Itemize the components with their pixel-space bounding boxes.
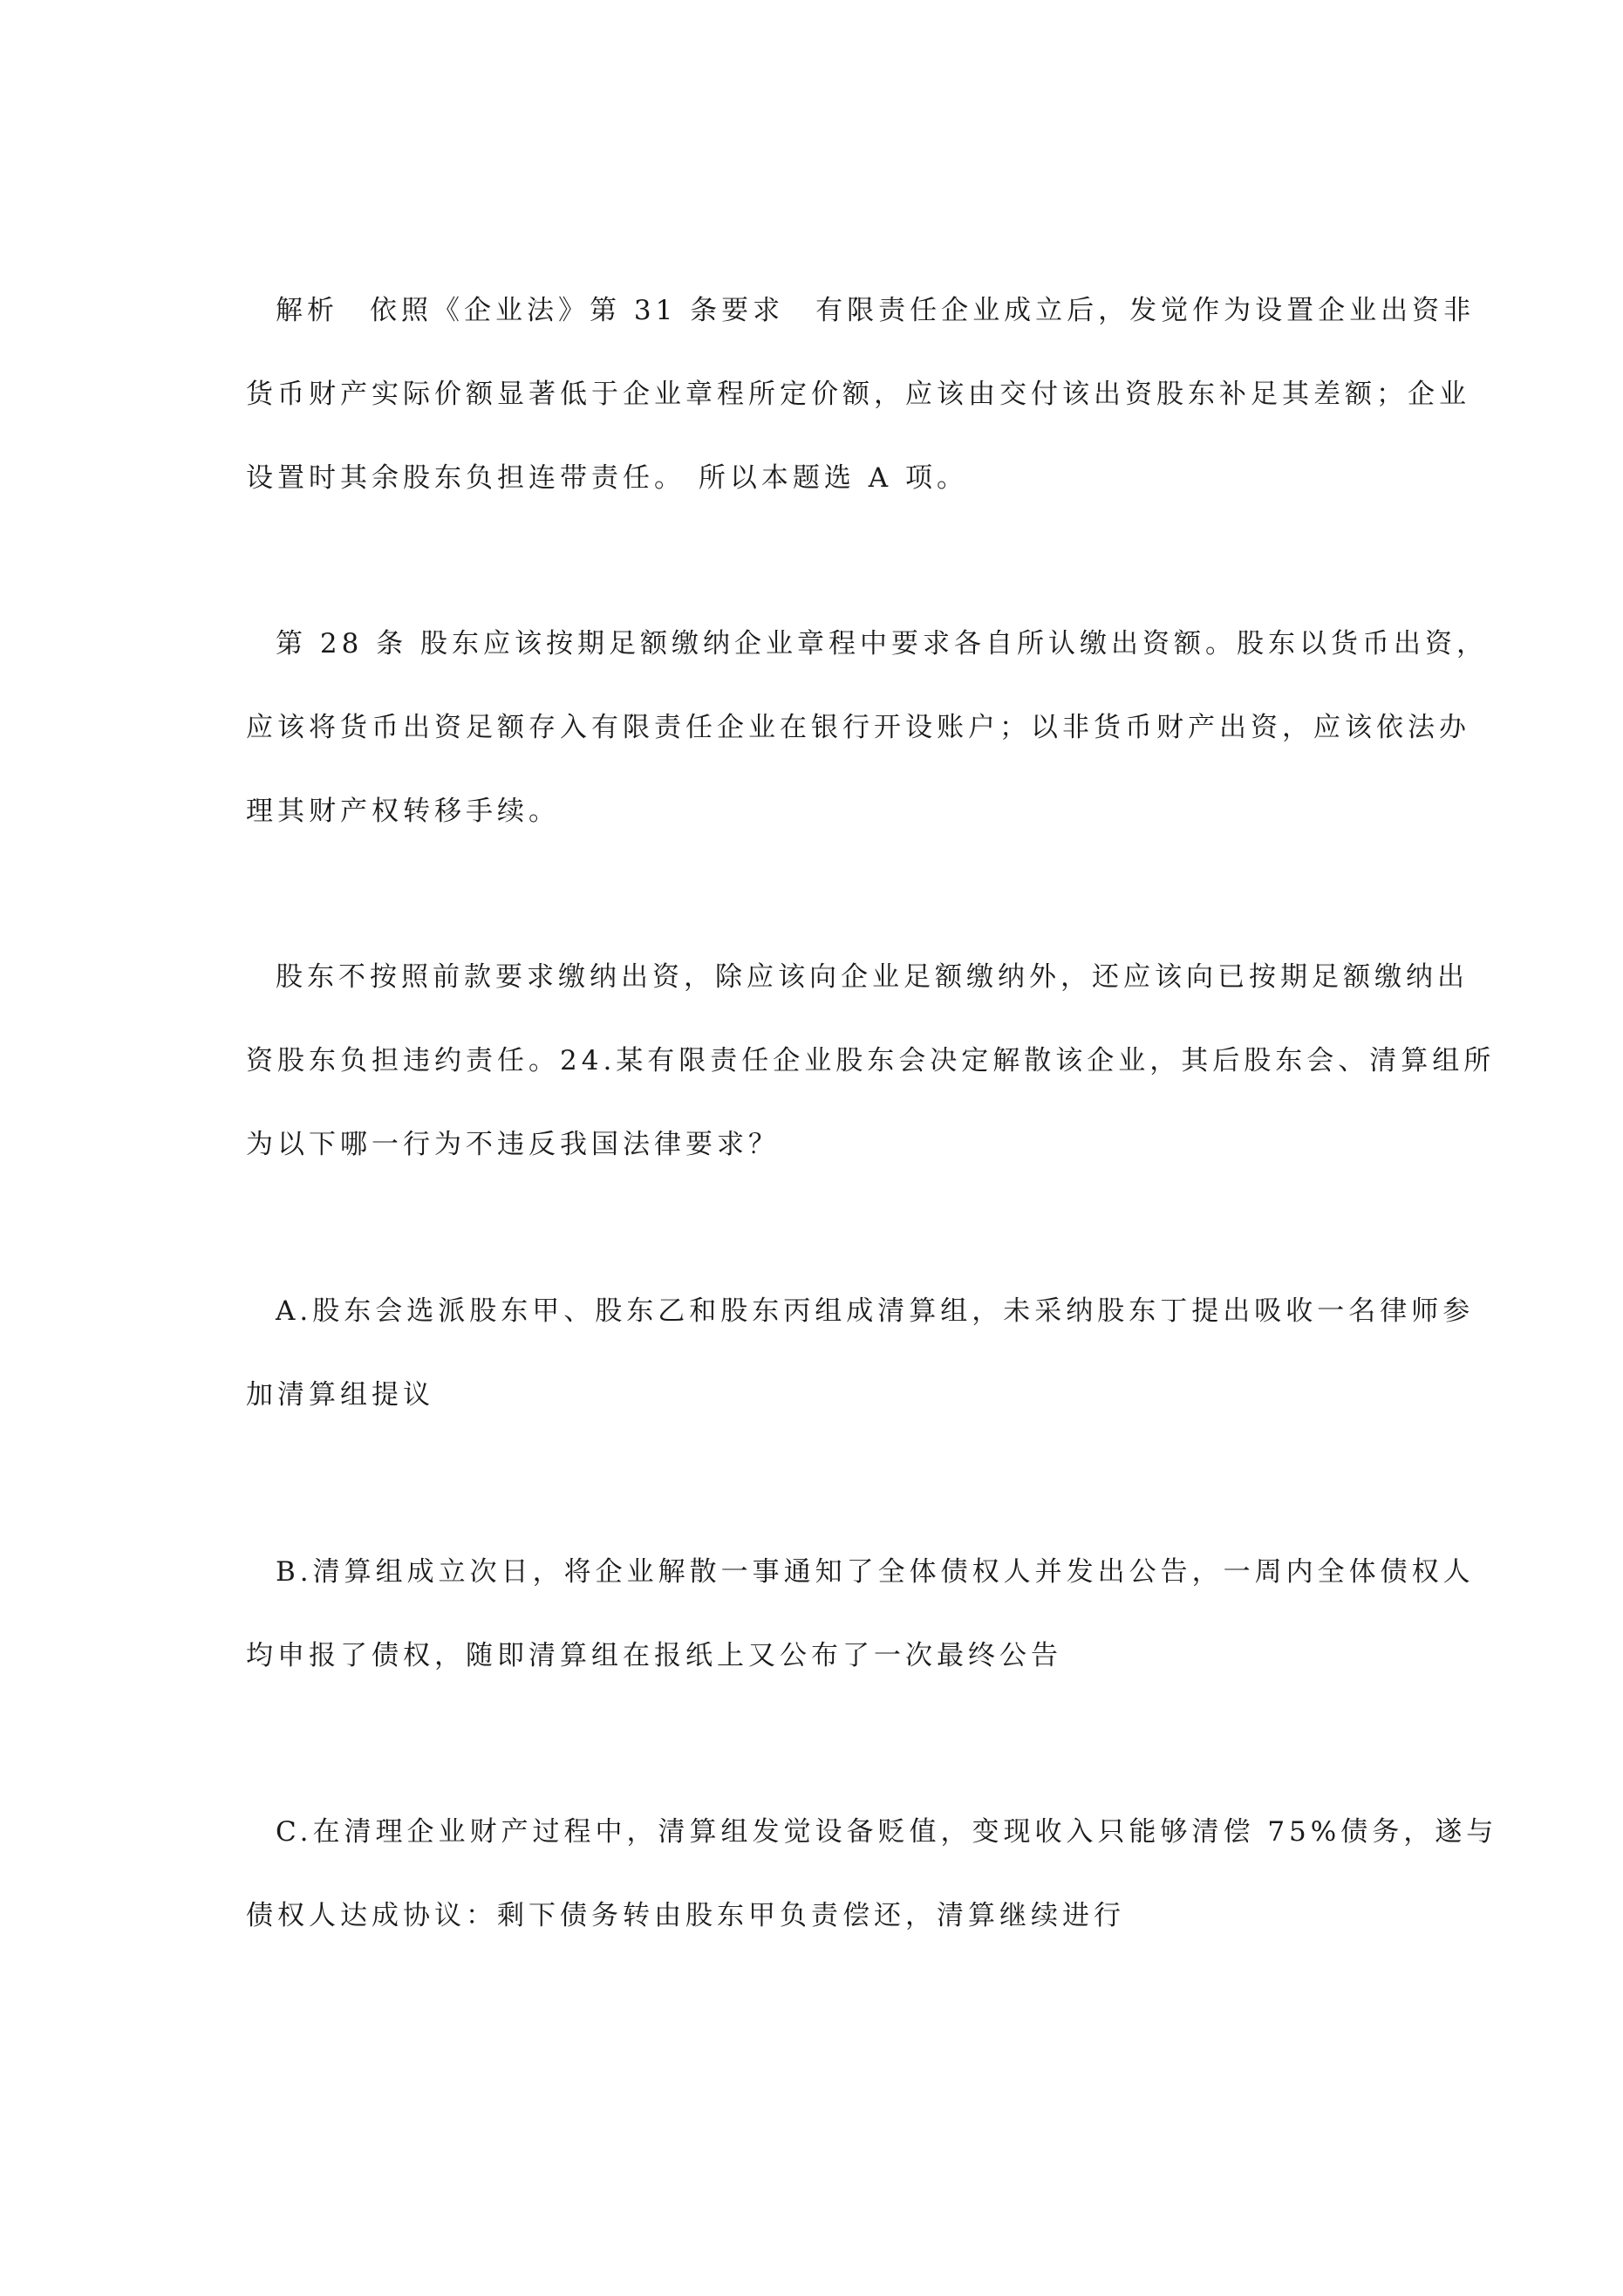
text-line: 均申报了债权，随即清算组在报纸上又公布了一次最终公告: [246, 1640, 1062, 1671]
text-line: 设置时其余股东负担连带责任。 所以本题选 A 项。: [246, 462, 968, 494]
text-line: 货币财产实际价额显著低于企业章程所定价额，应该由交付该出资股东补足其差额；企业: [246, 379, 1470, 410]
option-c: [246, 1790, 1498, 1958]
option-b: [246, 1530, 1475, 1698]
text-line: 资股东负担违约责任。24.某有限责任企业股东会决定解散该企业，其后股东会、清算组所: [246, 1045, 1496, 1076]
text-line: 解析 依照《企业法》第 31 条要求 有限责任企业成立后，发觉作为设置企业出资非: [276, 295, 1476, 326]
text-line: 理其财产权转移手续。: [246, 796, 560, 827]
text-line: 加清算组提议: [246, 1379, 434, 1411]
text-line: 应该将货币出资足额存入有限责任企业在银行开设账户；以非货币财产出资，应该依法办: [246, 712, 1470, 743]
text-line: 债权人达成协议：剩下债务转由股东甲负责偿还，清算继续进行: [246, 1900, 1125, 1931]
text-line: C.在清理企业财产过程中，清算组发觉设备贬值，变现收入只能够清偿 75%债务，遂与: [276, 1816, 1498, 1848]
text-line: 第 28 条 股东应该按期足额缴纳企业章程中要求各自所认缴出资额。股东以货币出资，: [276, 628, 1489, 659]
text-line: 股东不按照前款要求缴纳出资，除应该向企业足额缴纳外，还应该向已按期足额缴纳出: [276, 961, 1469, 993]
option-a: [246, 1269, 1475, 1437]
text-line: B.清算组成立次日，将企业解散一事通知了全体债权人并发出公告，一周内全体债权人: [276, 1556, 1475, 1588]
paragraph-question-24: [246, 935, 1496, 1186]
paragraph-analysis: [246, 269, 1476, 520]
text-line: 为以下哪一行为不违反我国法律要求？: [246, 1129, 780, 1160]
text-line: A.股东会选派股东甲、股东乙和股东丙组成清算组，未采纳股东丁提出吸收一名律师参: [276, 1295, 1475, 1327]
paragraph-article-28: [246, 602, 1489, 853]
